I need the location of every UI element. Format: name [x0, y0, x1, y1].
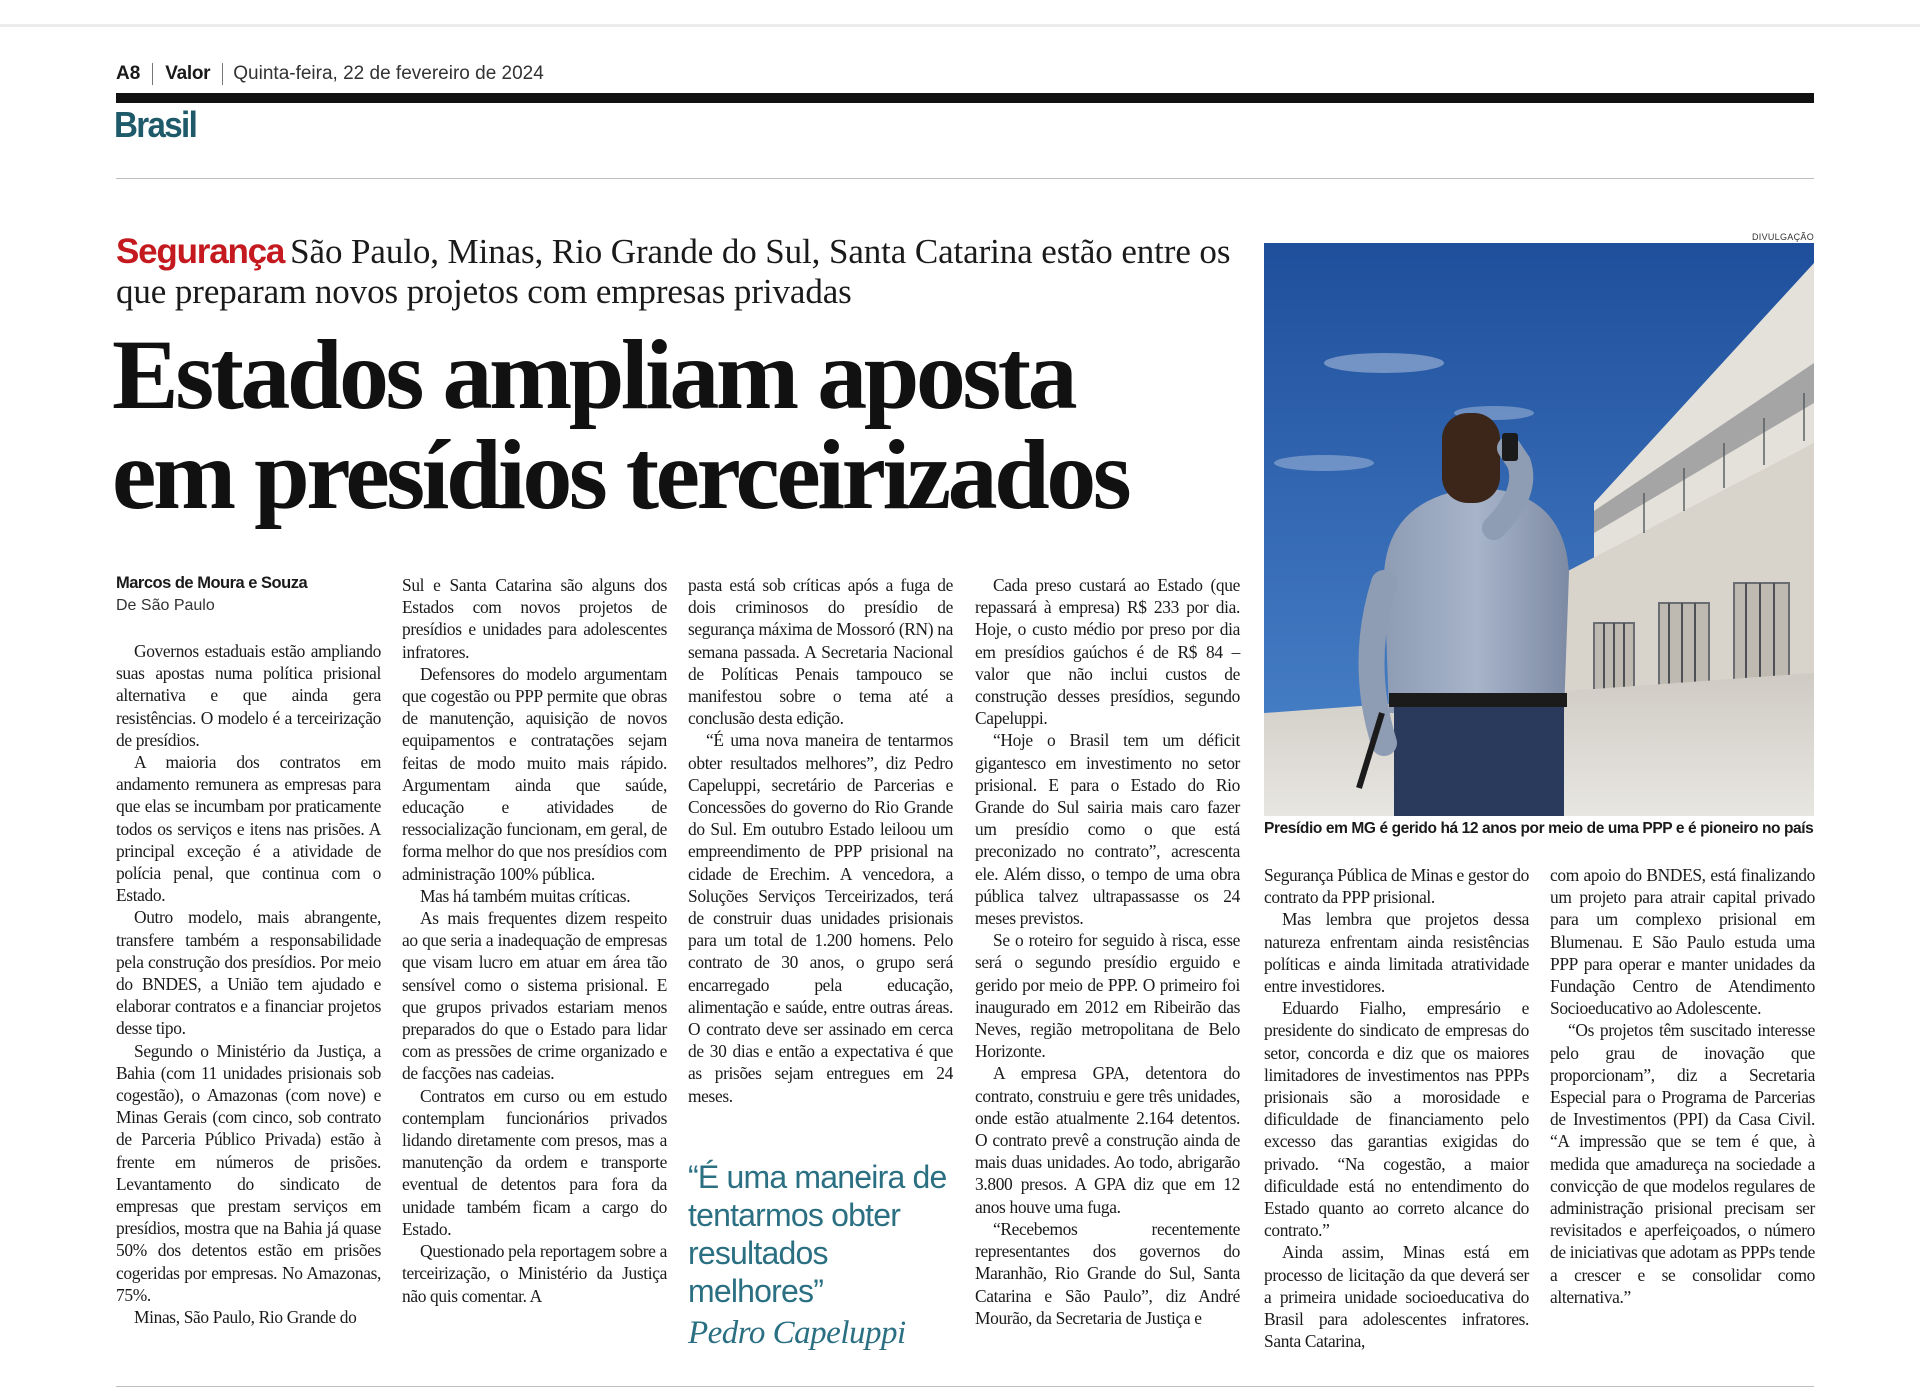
article-kicker [116, 232, 1256, 312]
paragraph: Outro modelo, mais abrangente, transfere também a responsabilidade pela construção dos presídios. Por meio do BNDES, a União tem ajudado e elaborar contratos e a financiar projetos desse tipo. [116, 907, 381, 1039]
paragraph: Segurança Pública de Minas e gestor do contrato da PPP prisional. [1264, 865, 1529, 908]
author-name: Marcos de Moura e Souza [116, 574, 308, 592]
section-title: Brasil [114, 104, 197, 145]
paragraph: A empresa GPA, detentora do contrato, construiu e gere três unidades, onde estão atualmente 2.164 detentos. O contrato prevê a construção ainda de mais duas unidades. Ao todo, abrigarão 3.800 presos. A GPA diz que em 12 anos houve uma fuga. [975, 1063, 1240, 1217]
kicker-tag: Segurança [116, 232, 285, 271]
paragraph: “Os projetos têm suscitado interesse pelo grau de inovação que proporcionam”, diz a Secretaria Especial para o Programa de Parcerias de Investimentos (PPI) da Casa Civil. “A impressão que se tem é que, à medida que amadureça na sociedade a convicção de que modelos regulares de administração prisional precisam ser revisitados e aperfeiçoados, o número de iniciativas que adotam as PPPs tende a crescer e se consolidar como alternativa.” [1550, 1020, 1815, 1307]
paragraph: “Recebemos recentemente representantes dos governos do Maranhão, Rio Grande do Sul, Santa Catarina e São Paulo”, diz André Mourão, da Secretaria de Justiça e [975, 1218, 1240, 1328]
paragraph: Ainda assim, Minas está em processo de licitação da que deverá ser a primeira unidade socioeducativa do Brasil para adolescentes infratores. Santa Catarina, [1264, 1242, 1529, 1352]
article-column-6 [1550, 864, 1815, 1308]
footer-rule [116, 1386, 1814, 1387]
top-border [0, 24, 1920, 27]
dateline: De São Paulo [116, 597, 215, 614]
paragraph: A maioria dos contratos em andamento remunera as empresas para que elas se incumbam por praticamente todos os serviços e itens nas prisões. A principal exceção é a atividade de polícia penal, que continua com o Estado. [116, 752, 381, 906]
article-column-2 [402, 574, 667, 1307]
paragraph: Mas há também muitas críticas. [420, 885, 631, 906]
kicker-text: São Paulo, Minas, Rio Grande do Sul, Santa Catarina estão entre os que preparam novos projetos com empresas privadas [116, 232, 1231, 311]
headline-line-1: Estados ampliam aposta [112, 319, 1075, 430]
paragraph: Sul e Santa Catarina são alguns dos Estados com novos projetos de presídios e unidades para adolescentes infratores. [402, 575, 667, 662]
prison-courtyard-illustration [1264, 243, 1814, 816]
paragraph: “Hoje o Brasil tem um déficit gigantesco em investimento no setor prisional. E para o Estado do Rio Grande do Sul sairia mais caro fazer um presídio como o que está preconizado no contrato”, acrescenta ele. Além disso, o tempo de uma obra pública talvez ultrapassasse os 24 meses previstos. [975, 730, 1240, 929]
paragraph: com apoio do BNDES, está finalizando um projeto para atrair capital privado para um complexo prisional em Blumenau. E São Paulo estuda uma PPP para operar e manter unidades da Fundação Centro de Atendimento Socioeducativo ao Adolescente. [1550, 865, 1815, 1019]
page-number: A8 [116, 63, 153, 85]
article-column-3 [688, 574, 953, 1107]
photo-credit: DIVULGAÇÃO [1751, 232, 1814, 242]
pull-quote-text: “É uma maneira de tentarmos obter resultados melhores” [688, 1159, 947, 1309]
paragraph: Contratos em curso ou em estudo contemplam funcionários privados lidando diretamente com presos, mas a manutenção da ordem e transporte eventual de detentos para fora da unidade também ficam a cargo do Estado. [402, 1085, 667, 1239]
paragraph: As mais frequentes dizem respeito ao que seria a inadequação de empresas que visam lucro em atuar em área tão sensível como o sistema prisional. E que grupos privados estariam menos preparados do que o Estado para lidar com as pressões de crime organizado e de facções nas cadeias. [402, 908, 667, 1084]
photo-caption: Presídio em MG é gerido há 12 anos por meio de uma PPP e é pioneiro no país [1264, 820, 1814, 837]
pull-quote [688, 1158, 958, 1352]
article-column-4 [975, 574, 1240, 1329]
header-rule [116, 93, 1814, 103]
issue-date: Quinta-feira, 22 de fevereiro de 2024 [233, 63, 544, 84]
section-divider [116, 178, 1814, 179]
pull-quote-author: Pedro Capeluppi [688, 1315, 906, 1351]
paragraph: Mas lembra que projetos dessa natureza enfrentam ainda resistências políticas e ainda limitada atratividade entre investidores. [1264, 909, 1529, 997]
paragraph: Governos estaduais estão ampliando suas apostas numa política prisional alternativa e que ainda gera resistências. O modelo é a terceirização de presídios. [116, 641, 381, 750]
article-headline [112, 319, 1292, 530]
paragraph: Defensores do modelo argumentam que cogestão ou PPP permite que obras de manutenção, aquisição de novos equipamentos e contratações sejam feitas de modo muito mais rápido. Argumentam ainda que saúde, educação e atividades de ressocialização funcionam, em geral, de forma melhor do que nos presídios com administração 100% pública. [402, 663, 667, 884]
publication-name: Valor [153, 63, 223, 85]
paragraph: Se o roteiro for seguido à risca, esse será o segundo presídio erguido e gerido por meio de PPP. O primeiro foi inaugurado em 2012 em Ribeirão das Neves, região metropolitana de Belo Horizonte. [975, 930, 1240, 1062]
article-column-1 [116, 640, 381, 1328]
paragraph: Cada preso custará ao Estado (que repassará à empresa) R$ 233 por dia. Hoje, o custo médio por preso por dia em presídios gaúchos é de R$ 84 – valor que não inclui custos de construção desses presídios, segundo Capeluppi. [975, 575, 1240, 729]
paragraph: Eduardo Fialho, empresário e presidente do sindicato de empresas do setor, concorda e diz que os maiores limitadores de investimentos nas PPPs prisionais são a morosidade e dificuldade de financiamento pelo excesso das garantias exigidas do privado. “Na cogestão, a maior dificuldade está no entendimento do Estado quanto ao correto alcance do contrato.” [1264, 998, 1529, 1241]
paragraph: Questionado pela reportagem sobre a terceirização, o Ministério da Justiça não quis comentar. A [402, 1241, 667, 1306]
headline-line-2: em presídios terceirizados [112, 419, 1129, 530]
paragraph: Segundo o Ministério da Justiça, a Bahia (com 11 unidades prisionais sob cogestão), o Amazonas (com nove) e Minas Gerais (com cinco, sob contrato de Parceria Público Privada) estão à frente em números de prisões. Levantamento do sindicato de empresas que prestam serviços em presídios, mostra que na Bahia já quase 50% dos detentos estão em prisões cogeridas por empresas. No Amazonas, 75%. [116, 1040, 381, 1305]
byline [116, 574, 381, 615]
paragraph: “É uma nova maneira de tentarmos obter resultados melhores”, diz Pedro Capeluppi, secretário de Parcerias e Concessões do governo do Rio Grande do Sul. Em outubro Estado leiloou um empreendimento de PPP prisional na cidade de Erechim. A vencedora, a Soluções Serviços Terceirizados, terá de construir duas unidades prisionais para um total de 1.200 homens. Pelo contrato de 30 anos, o grupo será encarregado pela educação, alimentação e saúde, entre outras áreas. O contrato deve ser assinado em cerca de 30 dias e então a expectativa é que as prisões sejam entregues em 24 meses. [688, 730, 953, 1106]
article-photo [1264, 243, 1814, 816]
paragraph: Minas, São Paulo, Rio Grande do [134, 1307, 357, 1328]
paragraph: pasta está sob críticas após a fuga de dois criminosos do presídio de segurança máxima de Mossoró (RN) na semana passada. A Secretaria Nacional de Políticas Penais tampouco se manifestou sobre o tema até a conclusão desta edição. [688, 575, 953, 729]
article-column-5 [1264, 864, 1529, 1352]
page-header [116, 62, 544, 86]
